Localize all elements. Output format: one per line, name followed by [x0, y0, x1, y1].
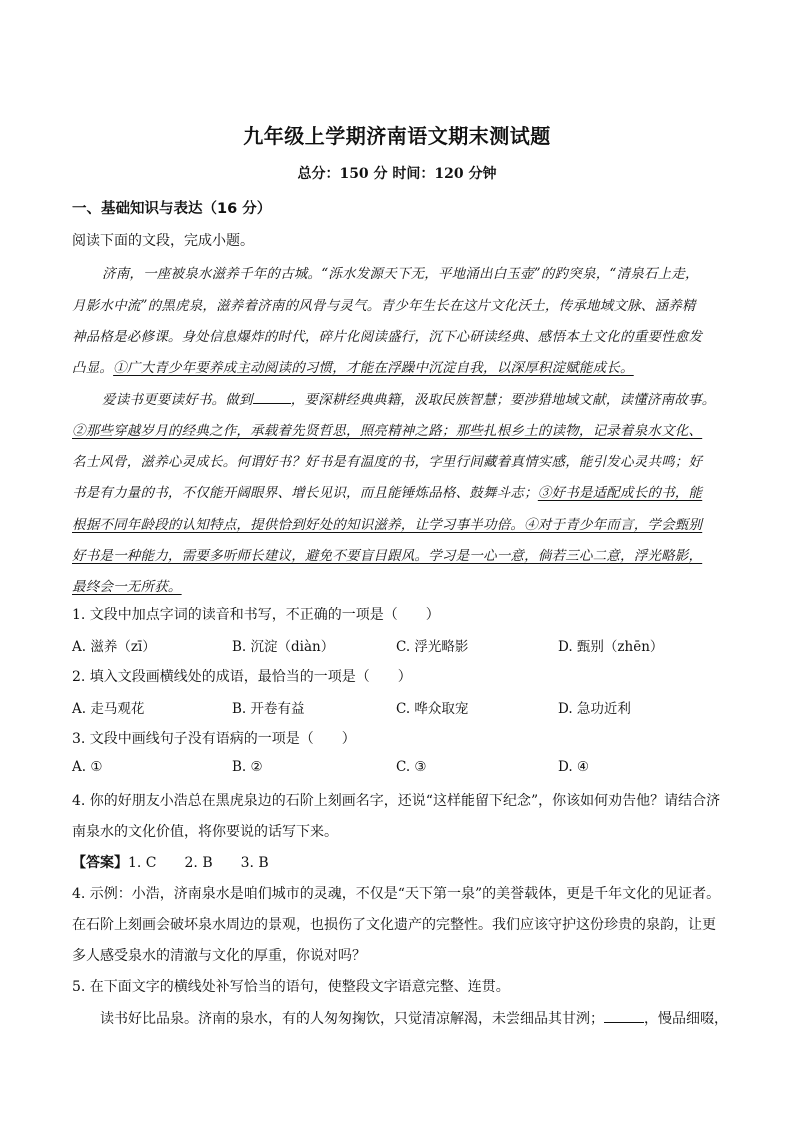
underlined-sentence-4: 好书是一种能力，需要多听师长建议，避免不要盲目跟风。学习是一心一意，倘若三心二意，浮光略影，: [72, 548, 703, 564]
question-5-stem: 5. 在下面文字的横线处补写恰当的语句，使整段文字语意完整、连贯。: [72, 979, 510, 995]
passage-p2-line1: [102, 388, 732, 408]
answer-key: [72, 852, 732, 872]
q1-option-c[interactable]: C. 浮光略影: [396, 639, 469, 655]
passage-text: 书是有力量的书，不仅能开阔眼界、增长见识，而且能锤炼品格、鼓舞斗志；: [72, 485, 538, 501]
answer-label: 【答案】: [72, 855, 128, 871]
answer-4-line3: 多人感受泉水的清澈与文化的厚重，你说对吗？: [72, 948, 366, 964]
underlined-sentence-2: ②那些穿越岁月的经典之作，承载着先贤哲思，照亮精神之路；那些扎根乡土的读物，记录着泉水文化、: [72, 423, 703, 439]
q2-option-c[interactable]: C. 哗众取宠: [396, 701, 469, 717]
passage-p1-line4: [72, 356, 732, 376]
q2-option-d[interactable]: D. 急功近利: [558, 701, 631, 717]
q3-option-b[interactable]: B. ②: [232, 759, 263, 775]
q2-option-b[interactable]: B. 开卷有益: [232, 701, 305, 717]
page-subtitle: 总分：150 分 时间：120 分钟: [297, 166, 497, 182]
question-3-stem: 3. 文段中画线句子没有语病的一项是（ ）: [72, 731, 356, 747]
passage-p1-line1: 济南，一座被泉水滋养千年的古城。“泺水发源天下无，平地涌出白玉壶”的趵突泉，“清泉石上走，: [102, 266, 699, 282]
underlined-sentence-3: ③好书是适配成长的书，能: [537, 485, 703, 501]
question-4-line1: 4. 你的好朋友小浩总在黑虎泉边的石阶上刻画名字，还说“这样能留下纪念”，你该如何劝告他？请结合济: [72, 793, 721, 809]
question-5-text: [100, 1008, 732, 1028]
fill-blank-sentence[interactable]: [604, 1008, 644, 1023]
q2-option-a[interactable]: A. 走马观花: [72, 701, 145, 717]
answer-4-line2: 在石阶上刻画会破坏泉水周边的景观，也损伤了文化遗产的完整性。我们应该守护这份珍贵的泉韵，让更: [72, 917, 716, 933]
passage-text: 凸显。: [72, 360, 114, 376]
q5-text: 读书好比品泉。济南的泉水，有的人匆匆掬饮，只觉清凉解渴，未尝细品其甘洌；: [100, 1011, 604, 1027]
section-heading: 一、基础知识与表达（16 分）: [72, 201, 272, 217]
fill-blank-idiom: [253, 389, 291, 404]
q1-option-d[interactable]: D. 甄别（zhēn）: [558, 639, 664, 655]
passage-p2-line3: 名士风骨，滋养心灵成长。何谓好书？好书是有温度的书，字里行间藏着真情实感，能引发心灵共鸣；好: [72, 454, 703, 470]
question-1-stem: 1. 文段中加点字词的读音和书写，不正确的一项是（ ）: [72, 607, 440, 623]
q5-text: ，慢品细啜，: [644, 1011, 728, 1027]
passage-p1-line3: 神品格是必修课。身处信息爆炸的时代，碎片化阅读盛行，沉下心研读经典、感悟本土文化的重要性愈发: [72, 329, 703, 345]
answer-4-line1: 4. 示例：小浩，济南泉水是咱们城市的灵魂，不仅是“天下第一泉”的美誉载体，更是千年文化的见证者。: [72, 886, 721, 902]
q1-option-b[interactable]: B. 沉淀（diàn）: [232, 639, 335, 655]
underlined-sentence-1: ①广大青少年要养成主动阅读的习惯，才能在浮躁中沉淀自我，以深厚积淀赋能成长。: [113, 360, 634, 376]
q3-option-a[interactable]: A. ①: [72, 759, 103, 775]
passage-text: ，要深耕经典典籍，汲取民族智慧；要涉猎地域文献，读懂济南故事。: [290, 392, 716, 408]
passage-p2-line4: [72, 481, 732, 501]
underlined-sentence-4-end: 最终会一无所获。: [72, 579, 182, 595]
answer-text: 1. C 2. B 3. B: [128, 855, 269, 871]
q1-option-a[interactable]: A. 滋养（zī）: [72, 639, 156, 655]
question-2-stem: 2. 填入文段画横线处的成语，最恰当的一项是（ ）: [72, 669, 412, 685]
page-title: 九年级上学期济南语文期末测试题: [243, 124, 551, 148]
underlined-sentence-3-4: 根据不同年龄段的认知特点，提供恰到好处的知识滋养，让学习事半功倍。④对于青少年而言，学会甄别: [72, 517, 703, 533]
question-4-line2: 南泉水的文化价值，将你要说的话写下来。: [72, 824, 338, 840]
q3-option-c[interactable]: C. ③: [396, 759, 427, 775]
passage-p1-line2: 月影水中流”的黑虎泉，滋养着济南的风骨与灵气。青少年生长在这片文化沃土，传承地域文脉、涵养精: [72, 298, 696, 314]
reading-instruction: 阅读下面的文段，完成小题。: [72, 233, 254, 249]
passage-text: 爱读书更要读好书。做到: [102, 392, 253, 408]
q3-option-d[interactable]: D. ④: [558, 759, 590, 775]
